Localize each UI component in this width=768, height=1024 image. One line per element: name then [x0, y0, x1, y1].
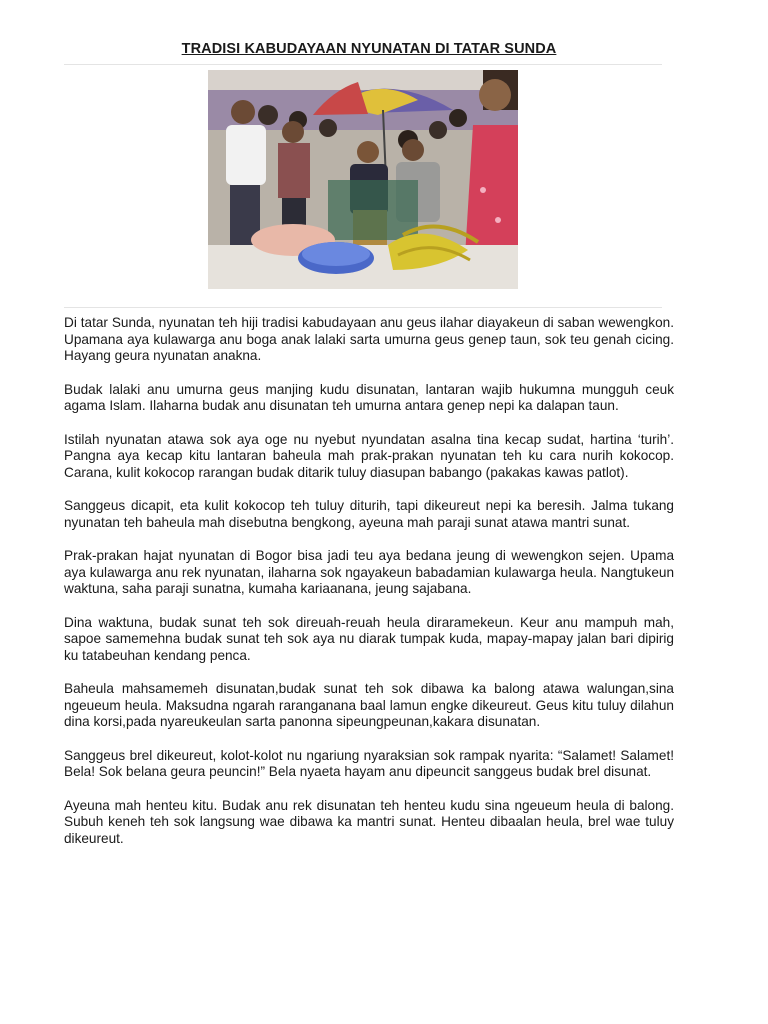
paragraph: Prak-prakan hajat nyunatan di Bogor bisa jadi teu aya bedana jeung di wewengkon sejen. Upama aya kulawarga anu rek nyunatan, ilaharna sok ngayakeun babadamian kulawarga heula. Nangtukeun waktuna, saha paraji sunatna, kumaha kariaanana, jeung sajabana.: [64, 548, 674, 596]
paragraph: Di tatar Sunda, nyunatan teh hiji tradisi kabudayaan anu geus ilahar diayakeun di saban wewengkon. Upamana aya kulawarga anu boga anak lalaki sarta umurna geus genep taun, sok teu genah cicing. Hayang geura nyunatan anakna.: [64, 315, 674, 363]
title-divider: [64, 64, 662, 65]
paragraph: Ayeuna mah henteu kitu. Budak anu rek disunatan teh henteu kudu sina ngeueum heula di balong. Subuh keneh teh sok langsung wae dibawa ka mantri sunat. Henteu dibaalan heula, brel wae tuluy dikeureut.: [64, 797, 674, 846]
photo-illustration: [208, 70, 518, 289]
paragraph: Baheula mahsamemeh disunatan,budak sunat teh sok dibawa ka balong atawa walungan,sina ngeueum heula. Maksudna ngarah raranganana baal lamun engke dikeureut. Geus kitu tuluy dilahun dina korsi,pada nyareukeulan sarta panonna sipeungpeunan,kakara disunatan.: [64, 681, 674, 729]
circumcision-ceremony-photo: [208, 70, 518, 289]
article-body: [64, 315, 674, 864]
photo-divider: [64, 307, 662, 308]
paragraph: Dina waktuna, budak sunat teh sok direuah-reuah heula diraramekeun. Keur anu mampuh mah, sapoe samemehna budak sunat teh sok aya nu diarak tumpak kuda, mapay-mapay jalan bari dipirig ku tatabeuhan kendang penca.: [64, 614, 674, 663]
paragraph: Sanggeus dicapit, eta kulit kokocop teh tuluy diturih, tapi dikeureut nepi ka beresih. Jalma tukang nyunatan teh baheula mah disebutna bengkong, ayeuna mah paraji sunat atawa mantri sunat.: [64, 498, 674, 530]
paragraph: Sanggeus brel dikeureut, kolot-kolot nu ngariung nyaraksian sok rampak nyarita: “Salamet! Salamet! Bela! Sok belana geura peuncin!” Bela nyaeta hayam anu dipeuncit sanggeus budak brel disunat.: [64, 747, 674, 779]
paragraph: Budak lalaki anu umurna geus manjing kudu disunatan, lantaran wajib hukumna mungguh ceuk agama Islam. Ilaharna budak anu disunatan teh umurna antara genep nepi ka dalapan taun.: [64, 381, 674, 413]
document-title: TRADISI KABUDAYAAN NYUNATAN DI TATAR SUNDA: [181, 41, 557, 57]
paragraph: Istilah nyunatan atawa sok aya oge nu nyebut nyundatan asalna tina kecap sudat, hartina ‘turih’. Pangna aya kecap kitu lantaran baheula mah prak-prakan nyunatan teh ku cara nurih kokocop. Carana, kulit kokocop rarangan budak ditarik tuluy diasupan babango (pakakas kawas patlot).: [64, 431, 674, 480]
